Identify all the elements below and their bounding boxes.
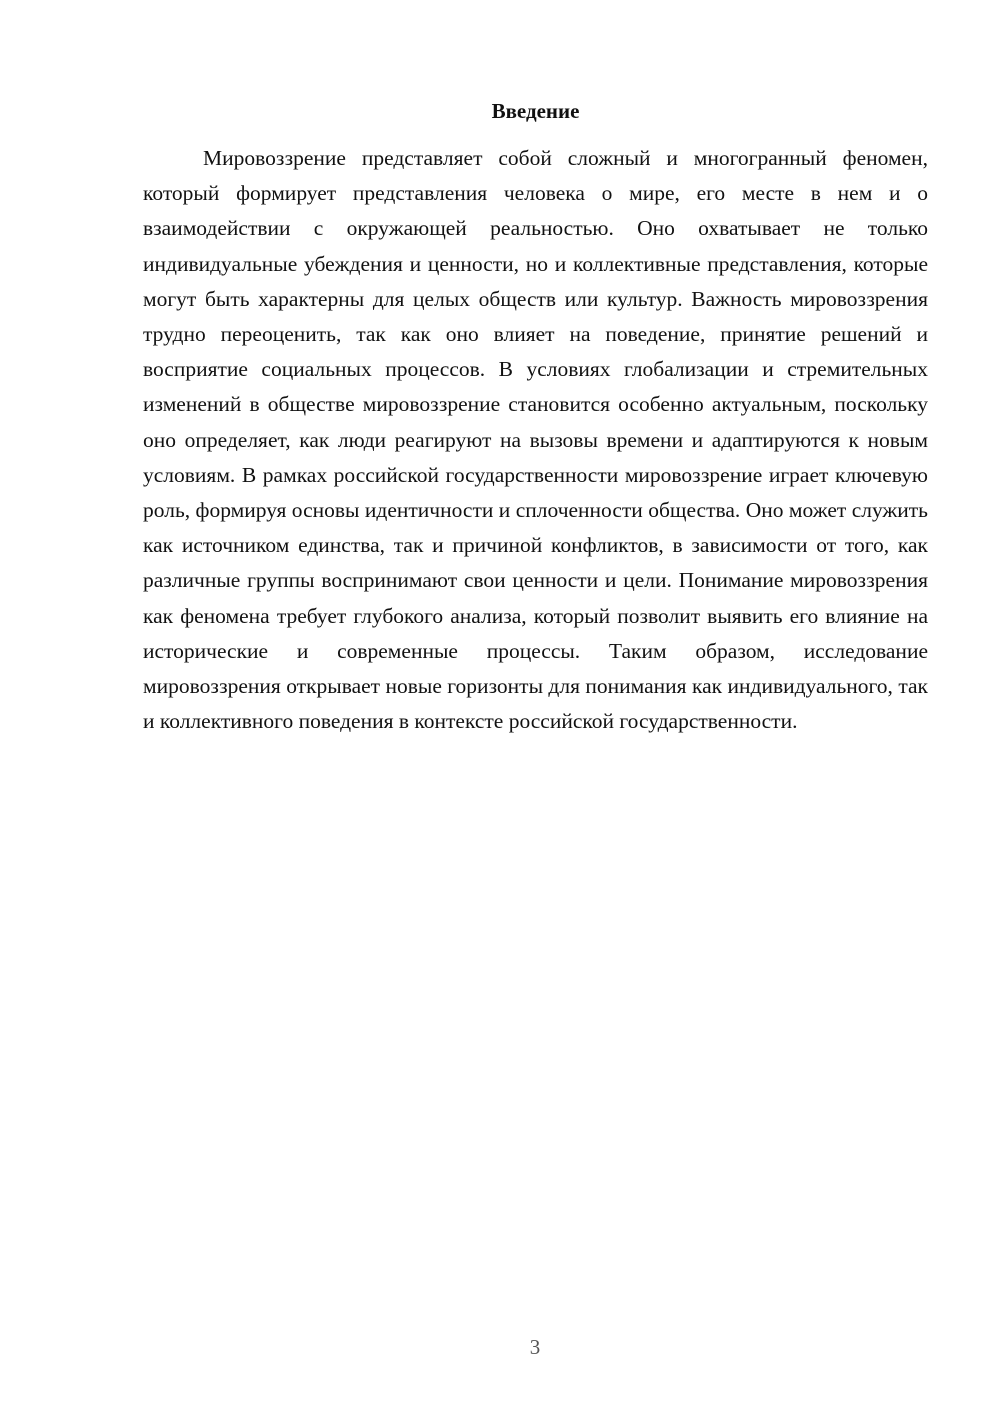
body-paragraph: Мировоззрение представляет собой сложный и многогранный феномен, который формирует представления человека о мире, его месте в нем и о взаимодействии с окружающей реальностью. Оно охватывает не только индивидуальные убеждения и ценности, но и коллективные представления, которые могут быть характерны для целых обществ или культур. Важность мировоззрения трудно переоценить, так как оно влияет на поведение, принятие решений и восприятие социальных процессов. В условиях глобализации и стремительных изменений в обществе мировоззрение становится особенно актуальным, поскольку оно определяет, как люди реагируют на вызовы времени и адаптируются к новым условиям. В рамках российской государственности мировоззрение играет ключевую роль, формируя основы идентичности и сплоченности общества. Оно может служить как источником единства, так и причиной конфликтов, в зависимости от того, как различные группы воспринимают свои ценности и цели. Понимание мировоззрения как феномена требует глубокого анализа, который позволит выявить его влияние на исторические и современные процессы. Таким образом, исследование мировоззрения открывает новые горизонты для понимания как индивидуального, так и коллективного поведения в контексте российской государственности.	[143, 146, 928, 734]
section-heading: Введение	[491, 99, 580, 123]
page-number: 3	[529, 1335, 541, 1359]
